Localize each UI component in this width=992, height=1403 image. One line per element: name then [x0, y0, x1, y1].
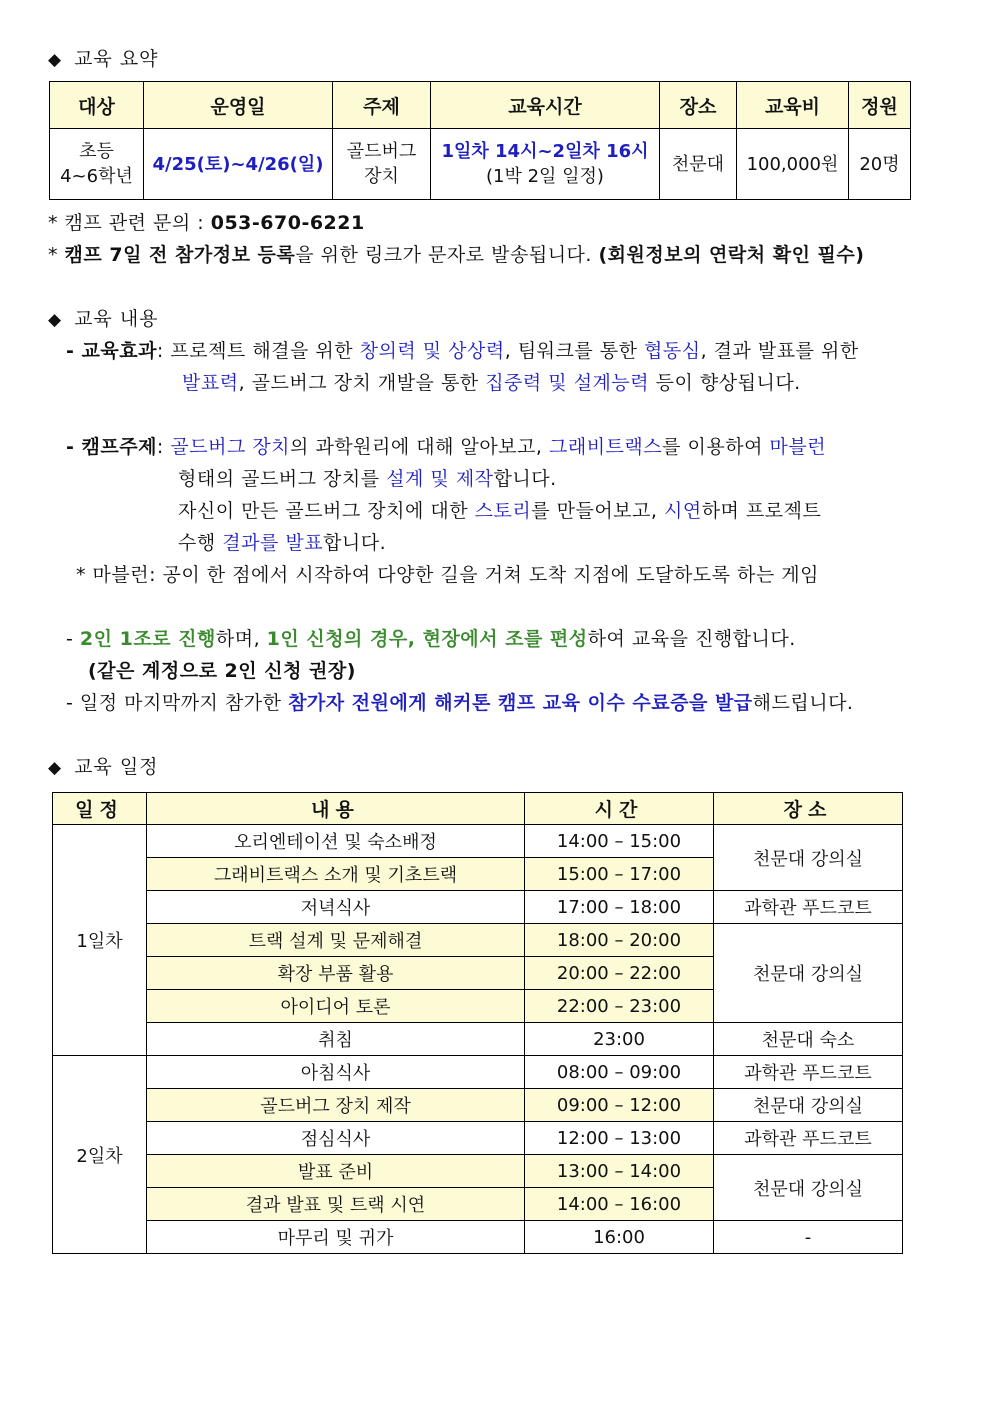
- content-cell: 그래비트랙스 소개 및 기초트랙: [147, 858, 525, 891]
- content-cell: 저녁식사: [147, 891, 525, 924]
- time-cell: 15:00 – 17:00: [525, 858, 714, 891]
- summary-heading: [48, 44, 159, 71]
- theme-text: 형태의 골드버그 장치를: [178, 468, 387, 490]
- effect-highlight: 창의력 및 상상력: [359, 340, 505, 362]
- place-cell: 천문대 강의실: [714, 1155, 903, 1221]
- place-cell: 과학관 푸드코트: [714, 1122, 903, 1155]
- time-line2: (1박 2일 일정): [486, 166, 604, 187]
- theme-highlight: 설계 및 제작: [386, 468, 494, 490]
- header-place: 장소: [714, 793, 903, 825]
- contact-note: [48, 208, 365, 235]
- content-cell: 골드버그 장치 제작: [147, 1089, 525, 1122]
- header-fee: 교육비: [737, 82, 849, 129]
- schedule-heading-text: 교육 일정: [74, 756, 159, 778]
- team-line-1: [66, 624, 796, 651]
- schedule-header-row: [53, 793, 903, 825]
- day-cell: 1일차: [53, 825, 147, 1056]
- cell-date: 4/25(토)~4/26(일): [144, 129, 333, 200]
- table-row: [53, 1221, 903, 1254]
- header-place: 장소: [660, 82, 737, 129]
- content-cell: 취침: [147, 1023, 525, 1056]
- table-row: [53, 825, 903, 858]
- theme-text: 를 만들어보고,: [531, 500, 664, 522]
- target-line1: 초등: [79, 141, 114, 162]
- time-cell: 12:00 – 13:00: [525, 1122, 714, 1155]
- table-row: [53, 891, 903, 924]
- theme-text: 를 이용하여: [662, 436, 770, 458]
- diamond-bullet-icon: ◆: [48, 758, 63, 778]
- table-row: [53, 1089, 903, 1122]
- theme-text: 합니다.: [323, 532, 387, 554]
- theme-text: 자신이 만든 골드버그 장치에 대한: [178, 500, 475, 522]
- content-cell: 아침식사: [147, 1056, 525, 1089]
- team-line-2: (같은 계정으로 2인 신청 권장): [88, 660, 356, 682]
- header-time: 시간: [525, 793, 714, 825]
- header-topic: 주제: [333, 82, 431, 129]
- place-cell: 천문대 강의실: [714, 825, 903, 891]
- target-line2: 4~6학년: [60, 166, 133, 187]
- topic-line1: 골드버그: [346, 141, 417, 162]
- cell-capacity: 20명: [849, 129, 911, 200]
- header-content: 내용: [147, 793, 525, 825]
- header-day: 일정: [53, 793, 147, 825]
- theme-highlight: 마블런: [769, 436, 827, 458]
- table-row: [53, 1155, 903, 1188]
- content-cell: 발표 준비: [147, 1155, 525, 1188]
- header-time: 교육시간: [431, 82, 660, 129]
- contact-phone: 053-670-6221: [210, 212, 365, 234]
- theme-text: :: [156, 436, 171, 458]
- cert-text: - 일정 마지막까지 참가한: [66, 692, 289, 714]
- registration-note: [48, 240, 864, 267]
- content-cell: 마무리 및 귀가: [147, 1221, 525, 1254]
- effect-line-1: [66, 336, 859, 363]
- table-row: [53, 1056, 903, 1089]
- effect-highlight: 집중력 및 설계능력: [485, 372, 650, 394]
- content-cell: 확장 부품 활용: [147, 957, 525, 990]
- content-cell: 아이디어 토론: [147, 990, 525, 1023]
- time-cell: 14:00 – 16:00: [525, 1188, 714, 1221]
- cell-target: [50, 129, 144, 200]
- effect-highlight: 발표력: [182, 372, 239, 394]
- team-text: 하며,: [215, 628, 267, 650]
- theme-highlight: 그래비트랙스: [549, 436, 663, 458]
- effect-text: , 결과 발표를 위한: [700, 340, 859, 362]
- day-cell: 2일차: [53, 1056, 147, 1254]
- content-cell: 점심식사: [147, 1122, 525, 1155]
- header-target: 대상: [50, 82, 144, 129]
- place-cell: 천문대 숙소: [714, 1023, 903, 1056]
- theme-line-4: [178, 528, 386, 555]
- contact-label: * 캠프 관련 문의 :: [48, 212, 211, 234]
- content-cell: 오리엔테이션 및 숙소배정: [147, 825, 525, 858]
- table-row: [53, 924, 903, 957]
- theme-label: - 캠프주제: [66, 436, 157, 458]
- time-cell: 18:00 – 20:00: [525, 924, 714, 957]
- content-cell: 결과 발표 및 트랙 시연: [147, 1188, 525, 1221]
- effect-highlight: 협동심: [644, 340, 701, 362]
- time-cell: 13:00 – 14:00: [525, 1155, 714, 1188]
- theme-text: 합니다.: [493, 468, 557, 490]
- header-capacity: 정원: [849, 82, 911, 129]
- cell-topic: [333, 129, 431, 200]
- diamond-bullet-icon: ◆: [48, 310, 63, 330]
- cell-time: [431, 129, 660, 200]
- theme-highlight: 골드버그 장치: [170, 436, 291, 458]
- content-cell: 트랙 설계 및 문제해결: [147, 924, 525, 957]
- theme-line-1: [66, 432, 826, 459]
- cell-fee: 100,000원: [737, 129, 849, 200]
- cell-place: 천문대: [660, 129, 737, 200]
- place-cell: 천문대 강의실: [714, 1089, 903, 1122]
- time-cell: 08:00 – 09:00: [525, 1056, 714, 1089]
- summary-data-row: [50, 129, 911, 200]
- theme-text: 의 과학원리에 대해 알아보고,: [290, 436, 549, 458]
- team-highlight: 1인 신청의 경우, 현장에서 조를 편성: [266, 628, 588, 650]
- summary-table: [49, 81, 911, 200]
- theme-line-2: [178, 464, 557, 491]
- effect-label: - 교육효과: [66, 340, 157, 362]
- effect-text: , 골드버그 장치 개발을 통한: [238, 372, 486, 394]
- schedule-table: [52, 792, 903, 1254]
- cert-text: 해드립니다.: [752, 692, 854, 714]
- place-cell: 과학관 푸드코트: [714, 1056, 903, 1089]
- table-row: [53, 1122, 903, 1155]
- note-end: (회원정보의 연락처 확인 필수): [598, 244, 865, 266]
- time-cell: 14:00 – 15:00: [525, 825, 714, 858]
- team-text: 하여 교육을 진행합니다.: [587, 628, 796, 650]
- time-cell: 22:00 – 23:00: [525, 990, 714, 1023]
- summary-heading-text: 교육 요약: [74, 48, 159, 70]
- effect-text: : 프로젝트 해결을 위한: [156, 340, 360, 362]
- schedule-heading: [48, 752, 159, 779]
- time-cell: 17:00 – 18:00: [525, 891, 714, 924]
- summary-header-row: [50, 82, 911, 129]
- cert-highlight: 참가자 전원에게 해커톤 캠프 교육 이수 수료증을 발급: [288, 692, 753, 714]
- header-date: 운영일: [144, 82, 333, 129]
- theme-highlight: 스토리: [474, 500, 532, 522]
- effect-text: , 팀워크를 통한: [504, 340, 645, 362]
- time-cell: 23:00: [525, 1023, 714, 1056]
- table-row: [53, 1023, 903, 1056]
- time-cell: 16:00: [525, 1221, 714, 1254]
- note-star: *: [48, 244, 65, 266]
- time-line1: 1일차 14시~2일차 16시: [441, 141, 649, 162]
- place-cell: -: [714, 1221, 903, 1254]
- marble-run-note: * 마블런: 공이 한 점에서 시작하여 다양한 길을 거쳐 도착 지점에 도달하도록 하는 게임: [76, 564, 819, 586]
- content-heading-text: 교육 내용: [74, 308, 159, 330]
- effect-text: 등이 향상됩니다.: [649, 372, 801, 394]
- certificate-line: [66, 688, 853, 715]
- place-cell: 천문대 강의실: [714, 924, 903, 1023]
- topic-line2: 장치: [364, 166, 399, 187]
- time-cell: 20:00 – 22:00: [525, 957, 714, 990]
- team-text: -: [66, 628, 80, 650]
- time-cell: 09:00 – 12:00: [525, 1089, 714, 1122]
- diamond-bullet-icon: ◆: [48, 50, 63, 70]
- note-mid: 을 위한 링크가 문자로 발송됩니다.: [295, 244, 599, 266]
- theme-text: 하며 프로젝트: [701, 500, 822, 522]
- note-bold: 캠프 7일 전 참가정보 등록: [64, 244, 296, 266]
- content-heading: [48, 304, 159, 331]
- place-cell: 과학관 푸드코트: [714, 891, 903, 924]
- theme-text: 수행: [178, 532, 223, 554]
- team-highlight: 2인 1조로 진행: [79, 628, 216, 650]
- theme-highlight: 시연: [663, 500, 702, 522]
- theme-highlight: 결과를 발표: [222, 532, 324, 554]
- theme-line-3: [178, 496, 821, 523]
- effect-line-2: [182, 368, 801, 395]
